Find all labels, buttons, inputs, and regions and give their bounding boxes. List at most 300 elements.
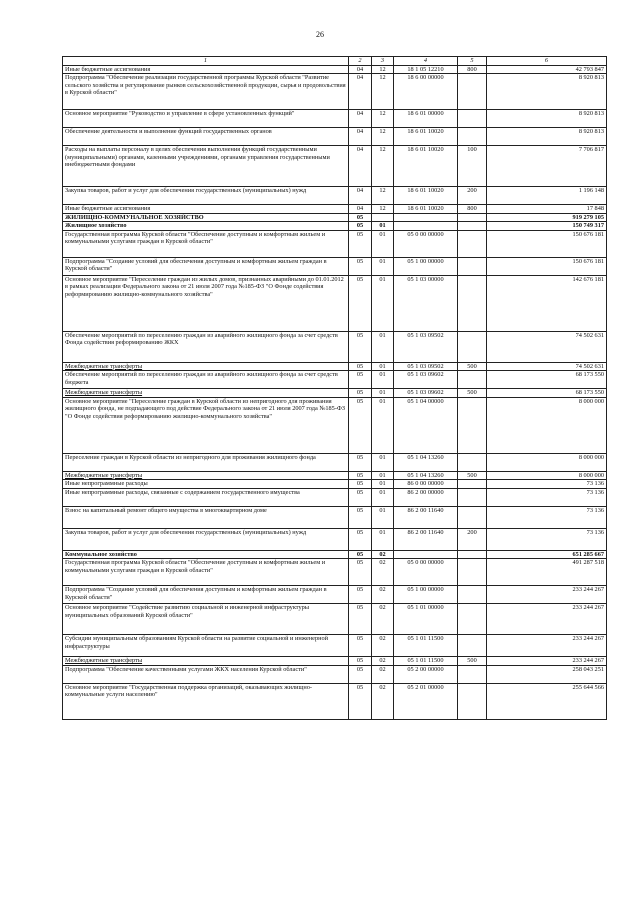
row-name-cell — [63, 74, 349, 110]
expense-type-cell — [458, 371, 487, 389]
row-name-cell-text: Основное мероприятие "Переселение граждан из жилых домов, признанных аварийными до 01.01.2012 в рамках реализации Федерального закона от 21 июля 2007 года №185-ФЗ "О Фонде содействия реформированию жилищно-коммунального хозяйства" — [65, 275, 344, 298]
section-code-cell — [349, 683, 372, 719]
section-code-cell-text: 05 — [356, 604, 364, 611]
target-article-cell — [394, 187, 458, 205]
target-article-cell-text: 05 1 04 13260 — [407, 471, 444, 479]
target-article-cell — [394, 74, 458, 110]
amount-cell-text: 8 000 000 — [578, 471, 604, 479]
target-article-cell — [394, 389, 458, 398]
row-name-cell-text: Иные бюджетные ассигнования — [65, 65, 151, 73]
target-article-cell-text: 05 1 01 11500 — [407, 635, 444, 642]
expense-type-cell — [458, 471, 487, 480]
row-name-cell — [63, 480, 349, 489]
target-article-cell-text: 05 1 00 00000 — [407, 257, 444, 265]
section-code-cell — [349, 275, 372, 331]
target-article-cell-text: 18 1 05 12210 — [407, 65, 444, 73]
subsection-code-cell — [372, 371, 394, 389]
target-article-cell — [394, 213, 458, 222]
section-code-cell-text: 05 — [356, 275, 364, 283]
expense-type-cell — [458, 110, 487, 128]
header-cell: 6 — [487, 57, 607, 66]
amount-cell — [487, 488, 607, 506]
subsection-code-cell-text: 12 — [379, 146, 386, 153]
table-row — [63, 665, 607, 683]
row-name-cell — [63, 453, 349, 471]
expense-type-cell — [458, 187, 487, 205]
expense-type-cell — [458, 559, 487, 586]
subsection-code-cell — [372, 213, 394, 222]
expense-type-cell — [458, 213, 487, 222]
amount-cell — [487, 257, 607, 275]
subsection-code-cell-text: 02 — [379, 657, 386, 664]
table-row — [63, 74, 607, 110]
subsection-code-cell-text: 02 — [379, 559, 386, 566]
target-article-cell-text: 86 2 00 00000 — [407, 488, 444, 496]
subsection-code-cell-text: 01 — [379, 506, 386, 514]
row-name-cell — [63, 362, 349, 371]
target-article-cell-text: 18 6 01 00000 — [407, 110, 444, 117]
section-code-cell — [349, 65, 372, 74]
row-name-cell — [63, 604, 349, 635]
subsection-code-cell — [372, 506, 394, 528]
amount-cell — [487, 550, 607, 559]
section-code-cell-text: 05 — [356, 683, 364, 691]
row-name-cell-text: Обеспечение мероприятий по переселению граждан из аварийного жилищного фонда за счет средств Фонда содействия реформированию ЖКХ — [65, 331, 338, 346]
subsection-code-cell — [372, 205, 394, 214]
table-row — [63, 471, 607, 480]
target-article-cell — [394, 222, 458, 231]
subsection-code-cell-text: 01 — [379, 389, 386, 396]
expense-type-cell — [458, 222, 487, 231]
table-row — [63, 604, 607, 635]
table-row — [63, 550, 607, 559]
target-article-cell — [394, 110, 458, 128]
target-article-cell — [394, 471, 458, 480]
section-code-cell — [349, 635, 372, 657]
subsection-code-cell — [372, 65, 394, 74]
amount-cell-text: 233 244 267 — [572, 604, 604, 611]
amount-cell — [487, 331, 607, 362]
subsection-code-cell-text: 01 — [379, 362, 386, 370]
row-name-cell-text: Подпрограмма "Создание условий для обеспечения доступным и комфортным жильем граждан в Курской области" — [65, 257, 327, 272]
table-row — [63, 230, 607, 257]
table-row — [63, 362, 607, 371]
section-code-cell — [349, 488, 372, 506]
table-row — [63, 657, 607, 666]
subsection-code-cell — [372, 389, 394, 398]
subsection-code-cell-text: 02 — [379, 604, 386, 611]
target-article-cell — [394, 371, 458, 389]
amount-cell-text: 74 502 631 — [575, 331, 604, 339]
target-article-cell — [394, 453, 458, 471]
subsection-code-cell-text: 02 — [379, 683, 386, 691]
row-name-cell — [63, 146, 349, 187]
subsection-code-cell — [372, 683, 394, 719]
amount-cell — [487, 665, 607, 683]
row-name-cell-text: Межбюджетные трансферты — [65, 657, 143, 664]
amount-cell-text: 8 000 000 — [578, 397, 604, 405]
target-article-cell-text: 05 1 03 09602 — [407, 389, 444, 396]
subsection-code-cell — [372, 635, 394, 657]
header-cell: 2 — [349, 57, 372, 66]
target-article-cell — [394, 146, 458, 187]
row-name-cell-text: Иные бюджетные ассигнования — [65, 205, 151, 212]
row-name-cell-text: Иные непрограммные расходы — [65, 480, 148, 487]
section-code-cell — [349, 389, 372, 398]
target-article-cell-text: 05 1 04 13260 — [407, 453, 444, 461]
section-code-cell-text: 04 — [356, 146, 364, 153]
row-name-cell — [63, 657, 349, 666]
amount-cell-text: 8 920 813 — [578, 128, 604, 135]
subsection-code-cell-text: 01 — [379, 230, 386, 238]
row-name-cell — [63, 550, 349, 559]
expense-type-cell — [458, 397, 487, 453]
subsection-code-cell — [372, 480, 394, 489]
subsection-code-cell — [372, 128, 394, 146]
expense-type-cell — [458, 205, 487, 214]
section-code-cell-text: 04 — [356, 205, 364, 212]
header-cell: 3 — [372, 57, 394, 66]
section-code-cell-text: 05 — [356, 488, 364, 496]
subsection-code-cell-text: 12 — [379, 110, 386, 117]
row-name-cell — [63, 230, 349, 257]
target-article-cell-text: 05 1 03 09502 — [407, 362, 444, 370]
subsection-code-cell — [372, 453, 394, 471]
expense-type-cell — [458, 453, 487, 471]
section-code-cell — [349, 205, 372, 214]
row-name-cell-text: Основное мероприятие "Руководство и управление в сфере установленных функций" — [65, 110, 295, 117]
amount-cell-text: 73 136 — [586, 506, 604, 514]
subsection-code-cell — [372, 471, 394, 480]
section-code-cell — [349, 74, 372, 110]
expense-type-cell-text: 500 — [467, 362, 477, 370]
amount-cell — [487, 371, 607, 389]
row-name-cell-text: Межбюджетные трансферты — [65, 389, 143, 396]
section-code-cell-text: 05 — [356, 453, 364, 461]
amount-cell — [487, 275, 607, 331]
table-row — [63, 331, 607, 362]
table-row — [63, 275, 607, 331]
target-article-cell — [394, 257, 458, 275]
target-article-cell-text: 05 2 01 00000 — [407, 683, 444, 691]
amount-cell-text: 73 136 — [586, 528, 604, 536]
section-code-cell-text: 05 — [356, 586, 364, 593]
header-cell: 1 — [63, 57, 349, 66]
amount-cell-text: 8 000 000 — [578, 453, 604, 461]
table-row — [63, 205, 607, 214]
target-article-cell — [394, 559, 458, 586]
row-name-cell-text: Основное мероприятие "Государственная поддержка организаций, оказывающих жилищно-коммунальные услуги населению" — [65, 683, 312, 698]
subsection-code-cell-text: 02 — [379, 635, 386, 642]
row-name-cell-text: Государственная программа Курской области "Обеспечение доступным и комфортным жильем и коммунальными услугами граждан в Курской области" — [65, 230, 326, 245]
section-code-cell — [349, 550, 372, 559]
expense-type-cell — [458, 604, 487, 635]
table-row — [63, 506, 607, 528]
subsection-code-cell — [372, 257, 394, 275]
section-code-cell-text: 05 — [356, 371, 364, 378]
amount-cell — [487, 528, 607, 550]
target-article-cell-text: 05 1 03 00000 — [407, 275, 444, 283]
section-code-cell — [349, 230, 372, 257]
row-name-cell-text: Закупка товаров, работ и услуг для обеспечения государственных (муниципальных) нужд — [65, 528, 307, 536]
row-name-cell — [63, 222, 349, 231]
subsection-code-cell — [372, 275, 394, 331]
section-code-cell — [349, 146, 372, 187]
section-code-cell — [349, 480, 372, 489]
table-row — [63, 453, 607, 471]
target-article-cell-text: 05 1 00 00000 — [407, 586, 444, 593]
row-name-cell — [63, 187, 349, 205]
subsection-code-cell — [372, 665, 394, 683]
table-row — [63, 187, 607, 205]
expense-type-cell — [458, 389, 487, 398]
subsection-code-cell-text: 01 — [379, 397, 386, 405]
subsection-code-cell-text: 01 — [379, 275, 386, 283]
table-row — [63, 635, 607, 657]
target-article-cell — [394, 205, 458, 214]
row-name-cell-text: Подпрограмма "Обеспечение качественными услугами ЖКХ населения Курской области" — [65, 665, 307, 673]
row-name-cell-text: Подпрограмма "Создание условий для обеспечения доступным и комфортным жильем граждан в Курской области" — [65, 586, 327, 601]
table-row — [63, 257, 607, 275]
table-row — [63, 488, 607, 506]
target-article-cell — [394, 550, 458, 559]
section-code-cell-text: 05 — [356, 222, 364, 229]
row-name-cell — [63, 683, 349, 719]
amount-cell — [487, 213, 607, 222]
target-article-cell — [394, 657, 458, 666]
header-cell: 5 — [458, 57, 487, 66]
row-name-cell — [63, 528, 349, 550]
subsection-code-cell-text: 01 — [379, 528, 386, 536]
amount-cell — [487, 128, 607, 146]
expense-type-cell-text: 500 — [467, 471, 477, 479]
amount-cell — [487, 230, 607, 257]
section-code-cell-text: 05 — [356, 230, 364, 238]
row-name-cell — [63, 275, 349, 331]
row-name-cell-text: Жилищное хозяйство — [65, 222, 127, 229]
expense-type-cell — [458, 362, 487, 371]
row-name-cell — [63, 559, 349, 586]
amount-cell — [487, 362, 607, 371]
section-code-cell-text: 05 — [356, 257, 364, 265]
row-name-cell-text: Иные непрограммные расходы, связанные с содержанием государственного имущества — [65, 488, 300, 496]
section-code-cell-text: 04 — [356, 187, 364, 194]
subsection-code-cell — [372, 657, 394, 666]
subsection-code-cell — [372, 586, 394, 604]
amount-cell — [487, 65, 607, 74]
section-code-cell-text: 05 — [356, 397, 364, 405]
target-article-cell-text: 18 6 00 00000 — [407, 74, 444, 81]
amount-cell — [487, 471, 607, 480]
expense-type-cell-text: 500 — [467, 389, 477, 396]
amount-cell-text: 1 196 148 — [578, 187, 604, 194]
row-name-cell — [63, 65, 349, 74]
target-article-cell-text: 05 1 01 11500 — [407, 657, 444, 664]
amount-cell — [487, 559, 607, 586]
expense-type-cell-text: 800 — [467, 65, 477, 73]
target-article-cell — [394, 362, 458, 371]
section-code-cell-text: 05 — [356, 389, 364, 396]
expense-type-cell — [458, 506, 487, 528]
section-code-cell — [349, 506, 372, 528]
target-article-cell — [394, 128, 458, 146]
target-article-cell — [394, 331, 458, 362]
amount-cell-text: 919 279 105 — [572, 213, 604, 221]
table-row — [63, 65, 607, 74]
amount-cell — [487, 453, 607, 471]
section-code-cell — [349, 604, 372, 635]
table-row — [63, 110, 607, 128]
expense-type-cell-text: 200 — [467, 187, 477, 194]
amount-cell-text: 73 136 — [586, 480, 604, 487]
amount-cell-text: 255 644 566 — [572, 683, 604, 691]
row-name-cell-text: Закупка товаров, работ и услуг для обеспечения государственных (муниципальных) нужд — [65, 187, 307, 194]
section-code-cell — [349, 665, 372, 683]
row-name-cell — [63, 397, 349, 453]
expense-type-cell-text: 200 — [467, 528, 477, 536]
target-article-cell-text: 05 1 01 00000 — [407, 604, 444, 611]
amount-cell-text: 233 244 267 — [572, 657, 604, 664]
table-row — [63, 146, 607, 187]
target-article-cell-text: 05 1 04 00000 — [407, 397, 444, 405]
amount-cell-text: 651 285 667 — [572, 550, 604, 558]
amount-cell — [487, 657, 607, 666]
row-name-cell — [63, 506, 349, 528]
amount-cell — [487, 222, 607, 231]
amount-cell-text: 8 920 813 — [578, 74, 604, 81]
expense-type-cell — [458, 635, 487, 657]
amount-cell-text: 258 043 251 — [572, 665, 604, 673]
table-row — [63, 559, 607, 586]
section-code-cell-text: 05 — [356, 480, 364, 487]
amount-cell-text: 73 136 — [586, 488, 604, 496]
subsection-code-cell-text: 02 — [379, 586, 386, 593]
subsection-code-cell — [372, 331, 394, 362]
section-code-cell-text: 04 — [356, 110, 364, 117]
section-code-cell — [349, 657, 372, 666]
expense-type-cell — [458, 488, 487, 506]
section-code-cell-text: 04 — [356, 128, 364, 135]
table-row — [63, 128, 607, 146]
target-article-cell-text: 18 6 01 10020 — [407, 187, 444, 194]
amount-cell-text: 150 676 181 — [572, 230, 604, 238]
section-code-cell-text: 05 — [356, 213, 364, 221]
section-code-cell-text: 05 — [356, 506, 364, 514]
row-name-cell-text: Взнос на капитальный ремонт общего имущества в многоквартирном доме — [65, 506, 267, 514]
amount-cell-text: 233 244 267 — [572, 635, 604, 642]
amount-cell — [487, 110, 607, 128]
subsection-code-cell-text: 01 — [379, 471, 386, 479]
subsection-code-cell-text: 01 — [379, 453, 386, 461]
expense-type-cell-text: 800 — [467, 205, 477, 212]
target-article-cell-text: 86 0 00 00000 — [407, 480, 444, 487]
row-name-cell — [63, 128, 349, 146]
table-row — [63, 397, 607, 453]
amount-cell — [487, 635, 607, 657]
row-name-cell-text: Расходы на выплаты персоналу в целях обеспечения выполнения функций государственными (муниципальными) органами, казенными учреждениями, органами управления государственными внебюджетными фондами — [65, 146, 330, 168]
subsection-code-cell — [372, 187, 394, 205]
target-article-cell — [394, 528, 458, 550]
section-code-cell — [349, 453, 372, 471]
subsection-code-cell-text: 01 — [379, 371, 386, 378]
row-name-cell — [63, 635, 349, 657]
section-code-cell — [349, 331, 372, 362]
amount-cell-text: 142 676 181 — [572, 275, 604, 283]
amount-cell-text: 491 287 518 — [572, 559, 604, 566]
subsection-code-cell-text: 12 — [379, 74, 386, 81]
subsection-code-cell — [372, 488, 394, 506]
subsection-code-cell-text: 01 — [379, 488, 386, 496]
section-code-cell-text: 04 — [356, 74, 364, 81]
amount-cell — [487, 683, 607, 719]
amount-cell — [487, 205, 607, 214]
section-code-cell — [349, 213, 372, 222]
section-code-cell — [349, 528, 372, 550]
target-article-cell — [394, 488, 458, 506]
subsection-code-cell-text: 12 — [379, 205, 386, 212]
subsection-code-cell-text: 12 — [379, 128, 386, 135]
target-article-cell-text: 18 6 01 10020 — [407, 205, 444, 212]
section-code-cell — [349, 222, 372, 231]
subsection-code-cell — [372, 362, 394, 371]
section-code-cell — [349, 559, 372, 586]
row-name-cell-text: Обеспечение деятельности и выполнение функций государственных органов — [65, 128, 272, 135]
subsection-code-cell-text: 02 — [379, 550, 386, 558]
amount-cell — [487, 480, 607, 489]
target-article-cell-text: 05 0 00 00000 — [407, 559, 444, 566]
subsection-code-cell-text: 12 — [379, 187, 386, 194]
subsection-code-cell — [372, 604, 394, 635]
table-row — [63, 213, 607, 222]
amount-cell-text: 42 793 847 — [575, 65, 604, 73]
subsection-code-cell — [372, 397, 394, 453]
section-code-cell-text: 05 — [356, 528, 364, 536]
amount-cell — [487, 187, 607, 205]
row-name-cell — [63, 586, 349, 604]
section-code-cell — [349, 128, 372, 146]
target-article-cell — [394, 506, 458, 528]
expense-type-cell — [458, 65, 487, 74]
subsection-code-cell — [372, 528, 394, 550]
expense-type-cell — [458, 275, 487, 331]
target-article-cell-text: 86 2 00 11640 — [407, 528, 444, 536]
amount-cell — [487, 506, 607, 528]
target-article-cell — [394, 397, 458, 453]
section-code-cell-text: 04 — [356, 65, 364, 73]
target-article-cell — [394, 683, 458, 719]
row-name-cell — [63, 110, 349, 128]
table-row — [63, 683, 607, 719]
row-name-cell-text: Межбюджетные трансферты — [65, 471, 143, 479]
amount-cell — [487, 586, 607, 604]
section-code-cell-text: 05 — [356, 559, 364, 566]
target-article-cell-text: 05 1 03 09602 — [407, 371, 444, 378]
row-name-cell-text: Переселение граждан в Курской области из непригодного для проживания жилищного фонда — [65, 453, 316, 461]
subsection-code-cell-text: 01 — [379, 480, 386, 487]
row-name-cell — [63, 488, 349, 506]
table-row — [63, 528, 607, 550]
target-article-cell — [394, 604, 458, 635]
subsection-code-cell-text: 01 — [379, 331, 386, 339]
row-name-cell-text: Межбюджетные трансферты — [65, 362, 143, 370]
subsection-code-cell — [372, 110, 394, 128]
section-code-cell-text: 05 — [356, 362, 364, 370]
subsection-code-cell-text: 12 — [379, 65, 386, 73]
amount-cell-text: 150 676 181 — [572, 257, 604, 265]
expense-type-cell — [458, 146, 487, 187]
amount-cell — [487, 146, 607, 187]
table-row — [63, 222, 607, 231]
